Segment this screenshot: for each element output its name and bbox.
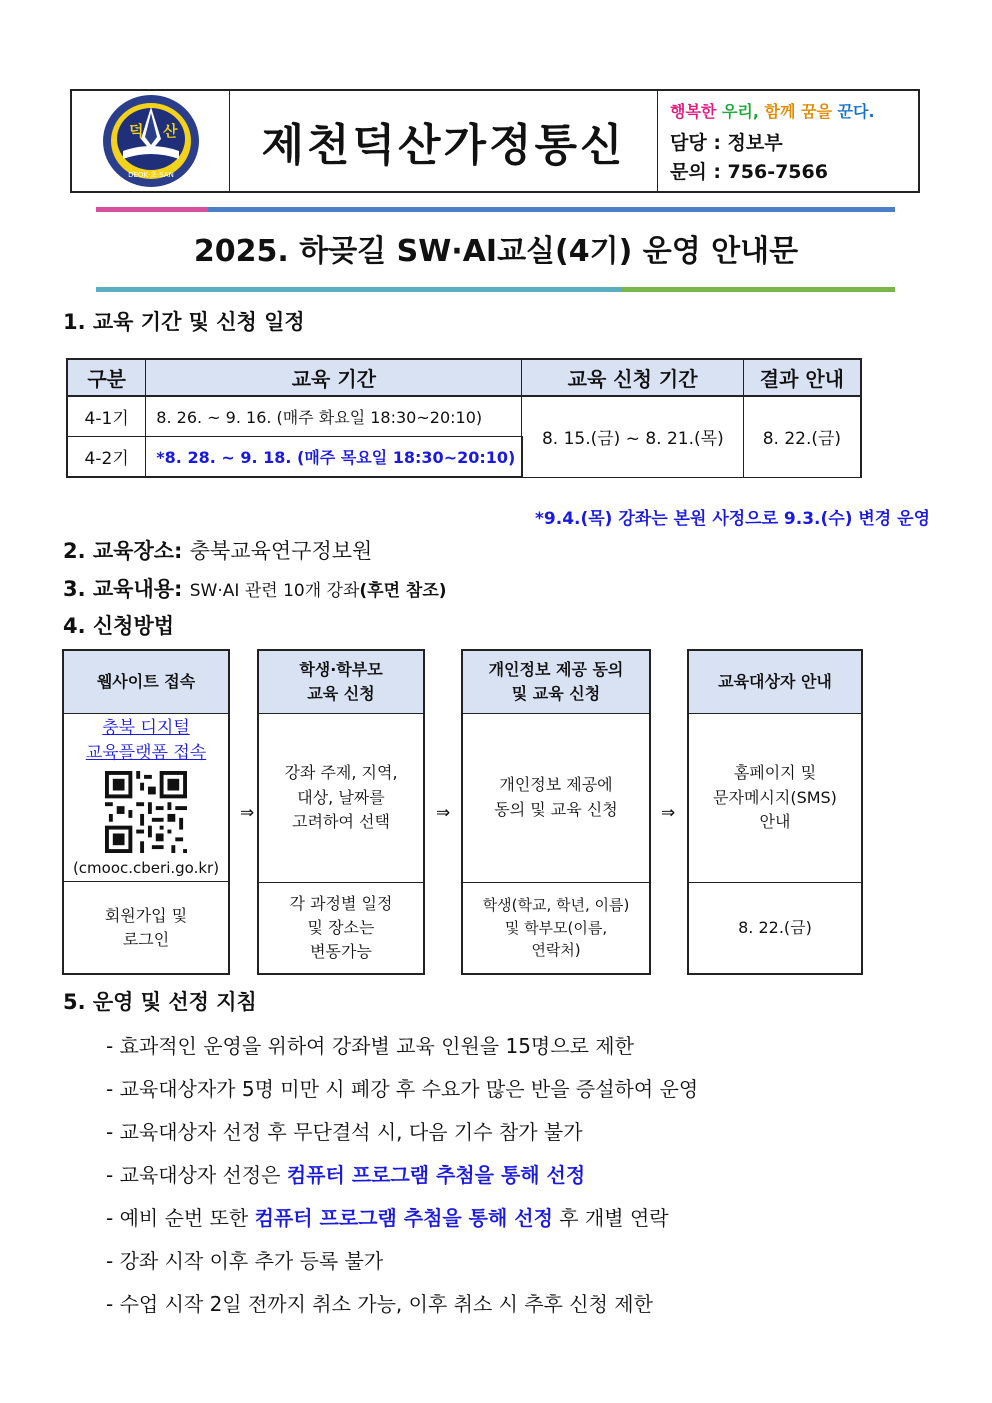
step4-title: 교육대상자 안내 <box>689 651 861 714</box>
step2-footer-line2: 및 장소는 <box>307 918 375 937</box>
section2-label: 2. 교육장소: <box>63 539 183 563</box>
step3-footer-line2: 및 학부모(이름, <box>504 918 608 937</box>
period-cell: *8. 28. ~ 9. 18. (매주 목요일 18:30~20:10) <box>146 437 522 478</box>
divider-bottom-green <box>622 287 895 292</box>
period-cell: 8. 26. ~ 9. 16. (매주 화요일 18:30~20:10) <box>146 396 522 437</box>
step1-footer-line1: 회원가입 및 <box>104 905 188 925</box>
slogan-part4: 꿈을 <box>801 102 832 121</box>
qr-code-icon[interactable] <box>105 771 187 853</box>
rule-highlight: 컴퓨터 프로그램 추첨을 통해 선정 <box>254 1206 553 1230</box>
step4-body-line1: 홈페이지 및 <box>733 762 817 782</box>
step2-body-line2: 대상, 날짜를 <box>297 787 385 807</box>
step3-footer-line3: 연락처) <box>531 941 581 960</box>
section3-suffix: (후면 참조) <box>359 581 447 601</box>
slogan-part2: 우리, <box>721 102 759 121</box>
step1-footer <box>64 882 228 973</box>
result-date-cell: 8. 22.(금) <box>743 396 861 477</box>
platform-link-line2[interactable]: 교육플랫폼 접속 <box>85 742 207 763</box>
step1-body <box>64 714 228 882</box>
newsletter-title: 제천덕산가정통신 <box>230 91 658 191</box>
section5-heading: 5. 운영 및 선정 지침 <box>63 990 257 1014</box>
rule-text: - 예비 순번 또한 <box>106 1206 255 1230</box>
department-line: 담당 : 정보부 <box>670 132 783 154</box>
section2-value: 충북교육연구정보원 <box>189 539 373 563</box>
apply-period-cell: 8. 15.(금) ~ 8. 21.(목) <box>522 396 743 477</box>
header-info <box>658 91 918 191</box>
step3-title-line1: 개인정보 제공 동의 <box>488 660 624 679</box>
platform-url: (cmooc.cberi.go.kr) <box>72 859 220 878</box>
step2-title-line1: 학생·학부모 <box>299 660 383 679</box>
logo-text-left: 덕 <box>128 122 143 140</box>
step3-title <box>463 651 649 714</box>
term-cell: 4-2기 <box>67 437 146 478</box>
contact-line: 문의 : 756-7566 <box>670 161 828 183</box>
rule-item: - 교육대상자 선정 후 무단결석 시, 다음 기수 참가 불가 <box>106 1120 583 1144</box>
section3-label: 3. 교육내용: <box>63 577 183 601</box>
term-cell: 4-1기 <box>67 396 146 437</box>
logo-ring-text: DEOK·초·SAN <box>127 171 174 179</box>
school-emblem-icon <box>101 93 201 189</box>
step-website <box>62 649 230 975</box>
step4-body <box>689 714 861 883</box>
section1-heading: 1. 교육 기간 및 신청 일정 <box>63 310 305 334</box>
flow-arrow: ⇒ <box>661 803 676 823</box>
rule-item: - 수업 시작 2일 전까지 취소 가능, 이후 취소 시 추후 신청 제한 <box>106 1292 653 1316</box>
step2-footer-line3: 변동가능 <box>310 942 372 961</box>
rule-text: - 교육대상자 선정은 <box>106 1163 287 1187</box>
rule-item: - 교육대상자가 5명 미만 시 폐강 후 수요가 많은 반을 증설하여 운영 <box>106 1077 699 1101</box>
step3-body <box>463 714 649 883</box>
col-header-apply: 교육 신청 기간 <box>522 359 743 396</box>
step2-footer <box>259 883 423 973</box>
table-row <box>67 396 861 437</box>
rule-item: - 강좌 시작 이후 추가 등록 불가 <box>106 1249 384 1273</box>
logo-cell <box>72 91 230 191</box>
schedule-table <box>66 358 862 478</box>
step3-footer-line1: 학생(학교, 학년, 이름) <box>482 896 630 915</box>
document-title: 2025. 하곶길 SW·AI교실(4기) 운영 안내문 <box>193 234 799 269</box>
step3-title-line2: 및 교육 신청 <box>511 684 601 703</box>
slogan-part1: 행복한 <box>670 102 717 121</box>
col-header-period: 교육 기간 <box>146 359 522 396</box>
step2-body-line1: 강좌 주제, 지역, <box>284 762 398 782</box>
col-header-result: 결과 안내 <box>743 359 861 396</box>
flow-arrow: ⇒ <box>436 803 451 823</box>
step1-footer-line2: 로그인 <box>122 929 170 949</box>
rule-item <box>106 1159 585 1188</box>
col-header-term: 구분 <box>67 359 146 396</box>
rule-item: - 효과적인 운영을 위하여 강좌별 교육 인원을 15명으로 제한 <box>106 1034 634 1058</box>
step3-body-line2: 동의 및 교육 신청 <box>494 800 618 819</box>
step2-body-line3: 고려하여 선택 <box>292 812 390 832</box>
section3 <box>63 573 447 603</box>
section2 <box>63 535 372 565</box>
platform-link-line1[interactable]: 충북 디지털 <box>102 718 190 738</box>
slogan-part3: 함께 <box>764 102 796 121</box>
step2-footer-line1: 각 과정별 일정 <box>289 894 393 913</box>
table-header-row <box>67 359 861 396</box>
section4-heading: 4. 신청방법 <box>63 614 175 638</box>
step1-title: 웹사이트 접속 <box>64 651 228 714</box>
step4-body-line2: 문자메시지(SMS) <box>713 787 837 807</box>
rule-highlight: 컴퓨터 프로그램 추첨을 통해 선정 <box>286 1163 586 1187</box>
rule-item <box>106 1202 669 1231</box>
step3-footer <box>463 883 649 973</box>
step-notice <box>687 649 863 975</box>
logo-text-right: 산 <box>162 122 177 140</box>
flow-arrow: ⇒ <box>240 803 255 823</box>
divider-top-pink <box>96 207 208 212</box>
step4-body-line3: 안내 <box>759 812 791 832</box>
schedule-note: *9.4.(목) 강좌는 본원 사정으로 9.3.(수) 변경 운영 <box>535 509 930 529</box>
newsletter-header <box>70 89 920 193</box>
section3-value: SW·AI 관련 10개 강좌 <box>189 581 360 601</box>
rule-text-post: 후 개별 연락 <box>552 1206 669 1230</box>
slogan <box>670 99 918 122</box>
step-apply <box>257 649 425 975</box>
step4-footer: 8. 22.(금) <box>738 918 812 937</box>
divider-top-blue <box>208 207 895 212</box>
slogan-part5: 꾼다. <box>837 102 875 121</box>
step2-title <box>259 651 423 714</box>
divider-bottom-teal <box>96 287 622 292</box>
step-consent <box>461 649 651 975</box>
step2-title-line2: 교육 신청 <box>307 684 375 703</box>
step3-body-line1: 개인정보 제공에 <box>499 775 613 795</box>
step2-body <box>259 714 423 883</box>
